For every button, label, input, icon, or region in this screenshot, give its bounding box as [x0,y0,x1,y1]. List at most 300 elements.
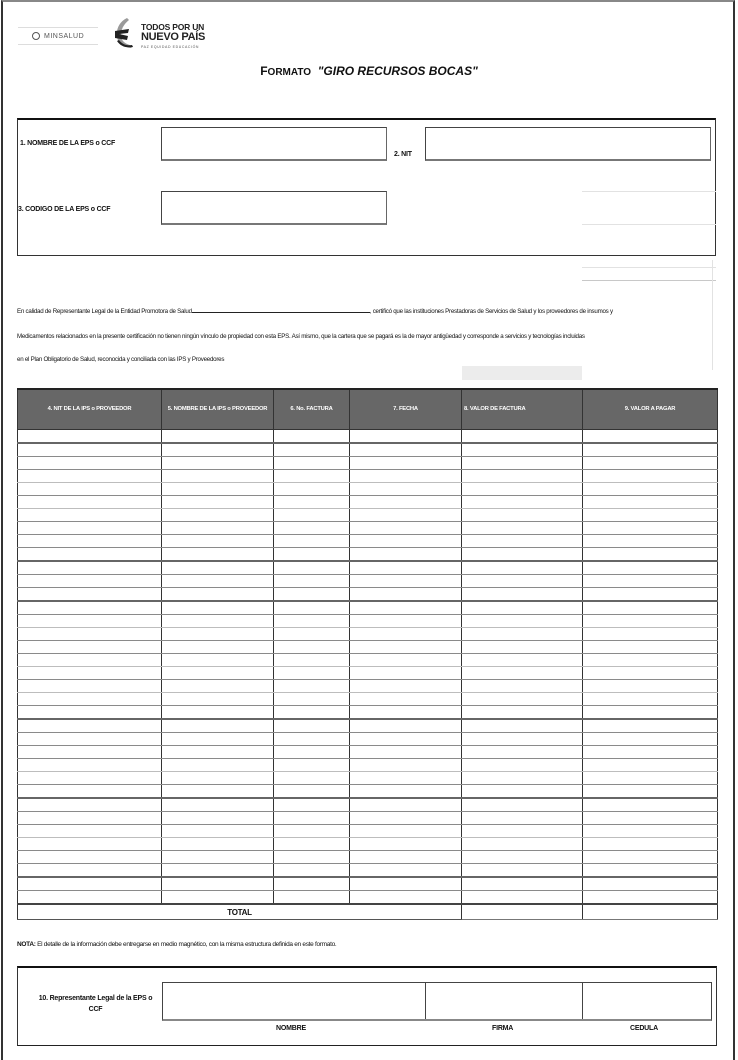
nit-cell[interactable] [18,457,162,470]
id-field[interactable] [583,983,711,1019]
faint-rule [582,267,716,268]
date-cell[interactable] [350,509,462,522]
nit-cell[interactable] [18,891,162,905]
name-cell[interactable] [162,759,274,772]
nit-cell[interactable] [18,798,162,812]
date-cell[interactable] [350,667,462,680]
table-row [18,496,718,509]
amount-to-pay-cell[interactable] [583,706,718,720]
nit-cell[interactable] [18,535,162,548]
table-row [18,891,718,905]
name-cell[interactable] [162,483,274,496]
name-cell[interactable] [162,877,274,891]
invoice-value-cell[interactable] [462,812,583,825]
shaded-cell [462,366,582,380]
table-row [18,641,718,654]
amount-to-pay-cell[interactable] [583,864,718,878]
invoice-value-cell[interactable] [462,746,583,759]
amount-to-pay-cell[interactable] [583,798,718,812]
invoice-value-cell[interactable] [462,733,583,746]
eps-code-label: 3. CODIGO DE LA EPS o CCF [18,206,111,213]
amount-to-pay-cell[interactable] [583,733,718,746]
table-row [18,798,718,812]
invoice-value-cell[interactable] [462,575,583,588]
date-cell[interactable] [350,561,462,575]
invoice-value-cell[interactable] [462,615,583,628]
nit-cell[interactable] [18,719,162,733]
invoice-value-cell[interactable] [462,470,583,483]
nit-cell[interactable] [18,759,162,772]
name-caption: NOMBRE [276,1025,306,1032]
date-cell[interactable] [350,825,462,838]
table-row [18,457,718,470]
amount-to-pay-cell[interactable] [583,812,718,825]
amount-to-pay-cell[interactable] [583,719,718,733]
date-cell[interactable] [350,746,462,759]
nit-cell[interactable] [18,864,162,878]
column-header-name: 5. NOMBRE DE LA IPS o PROVEEDOR [162,389,274,430]
date-cell[interactable] [350,851,462,864]
date-cell[interactable] [350,733,462,746]
invoice-value-cell[interactable] [462,457,583,470]
date-cell[interactable] [350,628,462,641]
page-title [0,64,738,78]
invoice-value-cell[interactable] [462,706,583,720]
table-row [18,825,718,838]
date-cell[interactable] [350,588,462,602]
nit-cell[interactable] [18,693,162,706]
invoice-number-cell[interactable] [274,548,350,562]
invoice-value-cell[interactable] [462,667,583,680]
amount-to-pay-cell[interactable] [583,746,718,759]
nit-cell[interactable] [18,772,162,785]
certification-line-1-end: , certificó que las instituciones Prestadoras de Servicios de Salud y los proveedores de insumos y [369,308,613,315]
date-cell[interactable] [350,548,462,562]
invoice-number-cell[interactable] [274,457,350,470]
invoice-number-cell[interactable] [274,798,350,812]
amount-to-pay-cell[interactable] [583,667,718,680]
name-cell[interactable] [162,628,274,641]
amount-to-pay-cell[interactable] [583,483,718,496]
eps-name-input[interactable] [162,128,386,159]
name-cell[interactable] [162,654,274,667]
certification-line-1-start: En calidad de Representante Legal de la Entidad Promotora de Salud [17,308,192,315]
name-cell[interactable] [162,615,274,628]
table-row [18,706,718,720]
table-row [18,812,718,825]
nit-cell[interactable] [18,667,162,680]
invoice-number-cell[interactable] [274,733,350,746]
table-row [18,864,718,878]
legal-representative-label-line2: CCF [88,1005,103,1013]
invoice-number-cell[interactable] [274,496,350,509]
date-cell[interactable] [350,891,462,905]
amount-to-pay-cell[interactable] [583,825,718,838]
invoice-value-cell[interactable] [462,430,583,444]
date-cell[interactable] [350,877,462,891]
name-cell[interactable] [162,522,274,535]
nit-label: 2. NIT [394,151,412,158]
legal-representative-section [17,966,717,1046]
nit-cell[interactable] [18,641,162,654]
invoice-value-cell[interactable] [462,496,583,509]
invoice-value-cell[interactable] [462,693,583,706]
id-input[interactable] [583,983,711,1019]
amount-to-pay-cell[interactable] [583,628,718,641]
name-cell[interactable] [162,733,274,746]
certification-line-1 [17,307,613,315]
title-format-name: "GIRO RECURSOS BOCAS" [317,64,478,78]
name-field[interactable] [163,983,426,1019]
total-label: TOTAL [18,904,462,920]
nit-cell[interactable] [18,615,162,628]
amount-to-pay-cell[interactable] [583,877,718,891]
name-cell[interactable] [162,601,274,615]
name-cell[interactable] [162,719,274,733]
date-cell[interactable] [350,772,462,785]
table-row [18,693,718,706]
legal-representative-label [18,994,173,1015]
table-row [18,509,718,522]
signature-field[interactable] [426,983,583,1019]
table-row [18,483,718,496]
amount-to-pay-cell[interactable] [583,496,718,509]
name-cell[interactable] [162,561,274,575]
nit-cell[interactable] [18,785,162,799]
amount-to-pay-cell[interactable] [583,575,718,588]
name-cell[interactable] [162,470,274,483]
invoice-value-cell[interactable] [462,509,583,522]
id-caption: CEDULA [630,1025,658,1032]
name-cell[interactable] [162,864,274,878]
name-cell[interactable] [162,851,274,864]
invoice-value-cell[interactable] [462,535,583,548]
date-cell[interactable] [350,654,462,667]
date-cell[interactable] [350,706,462,720]
invoice-number-cell[interactable] [274,561,350,575]
name-cell[interactable] [162,772,274,785]
name-cell[interactable] [162,891,274,905]
date-cell[interactable] [350,759,462,772]
amount-to-pay-cell[interactable] [583,430,718,444]
minsalud-logo [18,27,98,45]
nit-cell[interactable] [18,443,162,457]
invoice-number-cell[interactable] [274,522,350,535]
invoice-value-cell[interactable] [462,561,583,575]
invoice-number-cell[interactable] [274,759,350,772]
amount-to-pay-cell[interactable] [583,654,718,667]
flag-swoosh-icon [113,17,135,49]
nit-cell[interactable] [18,522,162,535]
table-row [18,759,718,772]
invoice-number-cell[interactable] [274,838,350,851]
amount-to-pay-cell[interactable] [583,759,718,772]
invoice-number-cell[interactable] [274,509,350,522]
amount-to-pay-cell[interactable] [583,891,718,905]
invoice-value-cell[interactable] [462,483,583,496]
amount-to-pay-cell[interactable] [583,680,718,693]
eps-code-field[interactable] [161,191,387,225]
note [17,941,336,948]
invoice-value-cell[interactable] [462,891,583,905]
eps-name-blank[interactable] [192,307,370,313]
date-cell[interactable] [350,522,462,535]
name-cell[interactable] [162,496,274,509]
name-cell[interactable] [162,457,274,470]
government-logo [113,15,208,51]
minsalud-logo-text: MINSALUD [44,32,85,40]
invoice-number-cell[interactable] [274,535,350,548]
invoice-value-cell[interactable] [462,641,583,654]
invoice-number-cell[interactable] [274,601,350,615]
nit-cell[interactable] [18,483,162,496]
nit-cell[interactable] [18,877,162,891]
table-row [18,443,718,457]
invoice-number-cell[interactable] [274,891,350,905]
date-cell[interactable] [350,719,462,733]
entity-info-section [17,118,716,256]
nit-cell[interactable] [18,706,162,720]
amount-to-pay-cell[interactable] [583,641,718,654]
invoice-value-cell[interactable] [462,864,583,878]
name-cell[interactable] [162,535,274,548]
name-cell[interactable] [162,706,274,720]
faint-rule [582,224,716,225]
name-cell[interactable] [162,812,274,825]
eps-name-label: 1. NOMBRE DE LA EPS o CCF [20,140,116,147]
invoice-value-cell[interactable] [462,601,583,615]
faint-rule [582,280,716,281]
date-cell[interactable] [350,641,462,654]
eps-code-input[interactable] [162,192,386,223]
nit-cell[interactable] [18,509,162,522]
nit-cell[interactable] [18,680,162,693]
nit-cell[interactable] [18,812,162,825]
invoice-value-cell[interactable] [462,680,583,693]
invoice-number-cell[interactable] [274,641,350,654]
eps-name-field[interactable] [161,127,387,161]
amount-to-pay-cell[interactable] [583,693,718,706]
amount-to-pay-cell[interactable] [583,470,718,483]
table-row [18,877,718,891]
nit-cell[interactable] [18,825,162,838]
invoice-number-cell[interactable] [274,851,350,864]
total-row [18,904,718,920]
invoice-value-cell[interactable] [462,877,583,891]
date-cell[interactable] [350,838,462,851]
name-cell[interactable] [162,588,274,602]
invoice-value-cell[interactable] [462,798,583,812]
invoice-number-cell[interactable] [274,772,350,785]
invoice-number-cell[interactable] [274,588,350,602]
column-header-nit: 4. NIT DE LA IPS o PROVEEDOR [18,389,162,430]
table-row [18,535,718,548]
certification-line-2: Medicamentos relacionados en la presente certificación no tienen ningún vínculo de propiedad con esta EPS. Así mismo, que la cartera que se pagará es la de mayor antigüedad y corresponde a servicios y tecnologías incluidas [17,333,585,340]
signature-input[interactable] [426,983,582,1019]
nit-cell[interactable] [18,588,162,602]
nit-cell[interactable] [18,575,162,588]
date-cell[interactable] [350,457,462,470]
invoice-number-cell[interactable] [274,628,350,641]
total-invoice-value-cell[interactable] [462,904,583,920]
table-row [18,522,718,535]
date-cell[interactable] [350,785,462,799]
table-row [18,615,718,628]
table-row [18,628,718,641]
certification-line-3: en el Plan Obligatorio de Salud, reconocida y conciliada con las IPS y Proveedores [17,356,225,363]
nit-cell[interactable] [18,496,162,509]
invoice-number-cell[interactable] [274,680,350,693]
date-cell[interactable] [350,443,462,457]
invoice-number-cell[interactable] [274,430,350,444]
government-logo-line1: TODOS POR UN [141,22,205,32]
amount-to-pay-cell[interactable] [583,535,718,548]
nit-cell[interactable] [18,746,162,759]
invoice-number-cell[interactable] [274,654,350,667]
amount-to-pay-cell[interactable] [583,851,718,864]
amount-to-pay-cell[interactable] [583,601,718,615]
invoice-number-cell[interactable] [274,706,350,720]
invoice-value-cell[interactable] [462,851,583,864]
invoice-number-cell[interactable] [274,825,350,838]
name-cell[interactable] [162,825,274,838]
name-cell[interactable] [162,575,274,588]
date-cell[interactable] [350,535,462,548]
date-cell[interactable] [350,798,462,812]
amount-to-pay-cell[interactable] [583,561,718,575]
date-cell[interactable] [350,693,462,706]
amount-to-pay-cell[interactable] [583,838,718,851]
amount-to-pay-cell[interactable] [583,588,718,602]
nit-cell[interactable] [18,470,162,483]
title-prefix-rest: ORMATO [267,67,312,78]
invoice-value-cell[interactable] [462,654,583,667]
name-cell[interactable] [162,641,274,654]
table-body [18,430,718,905]
nit-cell[interactable] [18,561,162,575]
table-row [18,746,718,759]
name-cell[interactable] [162,785,274,799]
date-cell[interactable] [350,864,462,878]
nit-input[interactable] [426,128,710,159]
faint-rule [582,191,716,192]
date-cell[interactable] [350,470,462,483]
note-text: El detalle de la información debe entregarse en medio magnético, con la misma estructura definida en este formato. [35,941,337,948]
nit-field[interactable] [425,127,711,161]
invoice-value-cell[interactable] [462,628,583,641]
nit-cell[interactable] [18,654,162,667]
invoice-value-cell[interactable] [462,759,583,772]
table-row [18,601,718,615]
amount-to-pay-cell[interactable] [583,443,718,457]
date-cell[interactable] [350,812,462,825]
amount-to-pay-cell[interactable] [583,772,718,785]
name-cell[interactable] [162,548,274,562]
faint-rule [712,260,713,370]
nit-cell[interactable] [18,851,162,864]
invoice-value-cell[interactable] [462,838,583,851]
amount-to-pay-cell[interactable] [583,509,718,522]
amount-to-pay-cell[interactable] [583,522,718,535]
invoice-number-cell[interactable] [274,785,350,799]
invoice-value-cell[interactable] [462,522,583,535]
invoice-value-cell[interactable] [462,443,583,457]
name-input[interactable] [163,983,425,1019]
amount-to-pay-cell[interactable] [583,615,718,628]
date-cell[interactable] [350,483,462,496]
table-row [18,588,718,602]
invoice-value-cell[interactable] [462,785,583,799]
date-cell[interactable] [350,615,462,628]
invoice-number-cell[interactable] [274,693,350,706]
name-cell[interactable] [162,667,274,680]
table-row [18,838,718,851]
nit-cell[interactable] [18,601,162,615]
table-row [18,667,718,680]
invoice-value-cell[interactable] [462,825,583,838]
invoice-value-cell[interactable] [462,588,583,602]
nit-cell[interactable] [18,430,162,444]
invoice-number-cell[interactable] [274,719,350,733]
name-cell[interactable] [162,509,274,522]
table-row [18,851,718,864]
invoice-number-cell[interactable] [274,877,350,891]
nit-cell[interactable] [18,838,162,851]
name-cell[interactable] [162,693,274,706]
name-cell[interactable] [162,430,274,444]
name-cell[interactable] [162,838,274,851]
invoice-number-cell[interactable] [274,746,350,759]
table-row [18,719,718,733]
invoice-value-cell[interactable] [462,548,583,562]
invoice-value-cell[interactable] [462,772,583,785]
invoice-number-cell[interactable] [274,483,350,496]
amount-to-pay-cell[interactable] [583,548,718,562]
nit-cell[interactable] [18,548,162,562]
signature-caption: FIRMA [492,1025,514,1032]
name-cell[interactable] [162,680,274,693]
nit-cell[interactable] [18,628,162,641]
invoice-number-cell[interactable] [274,667,350,680]
invoice-number-cell[interactable] [274,615,350,628]
invoice-number-cell[interactable] [274,575,350,588]
nit-cell[interactable] [18,733,162,746]
invoice-number-cell[interactable] [274,443,350,457]
invoice-number-cell[interactable] [274,864,350,878]
legal-representative-label-line1: 10. Representante Legal de la EPS o [38,995,153,1002]
amount-to-pay-cell[interactable] [583,457,718,470]
invoice-number-cell[interactable] [274,812,350,825]
table-header-row [18,389,718,430]
date-cell[interactable] [350,430,462,444]
amount-to-pay-cell[interactable] [583,785,718,799]
name-cell[interactable] [162,746,274,759]
date-cell[interactable] [350,575,462,588]
name-cell[interactable] [162,443,274,457]
date-cell[interactable] [350,496,462,509]
invoice-value-cell[interactable] [462,719,583,733]
total-pay-value-cell[interactable] [583,904,718,920]
date-cell[interactable] [350,601,462,615]
invoice-number-cell[interactable] [274,470,350,483]
table-row [18,654,718,667]
column-header-date: 7. FECHA [350,389,462,430]
date-cell[interactable] [350,680,462,693]
table-row [18,430,718,444]
table-row [18,470,718,483]
name-cell[interactable] [162,798,274,812]
table-row [18,548,718,562]
